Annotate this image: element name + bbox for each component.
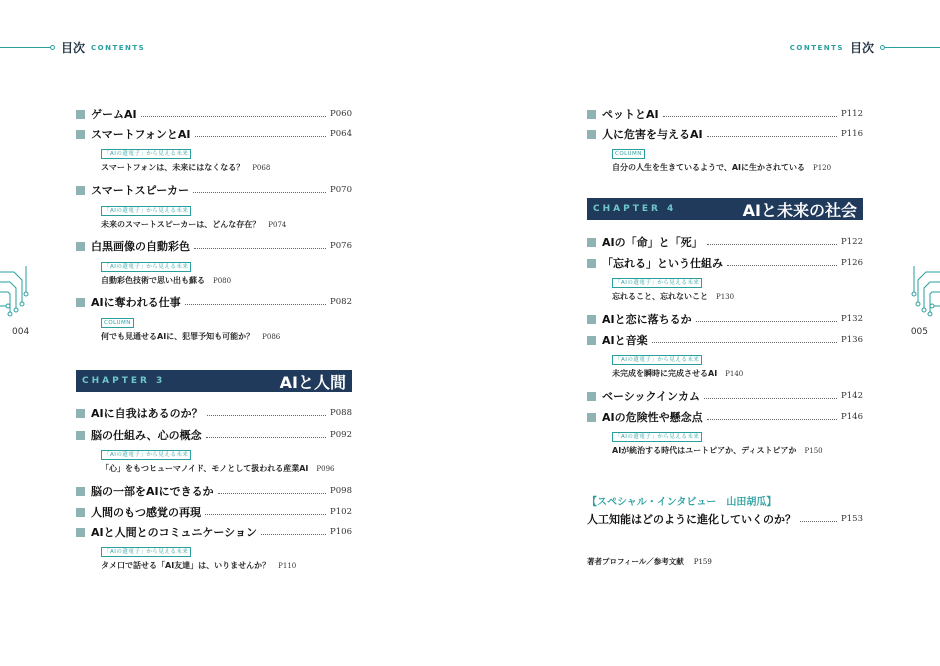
toc-entry[interactable] (76, 428, 352, 442)
entry-title: 脳の仕組み、心の概念 (91, 429, 202, 442)
entry-title: 脳の一部をAIにできるか (91, 485, 214, 498)
entry-page: P098 (330, 486, 352, 496)
toc-entry[interactable] (587, 333, 863, 347)
chapter-label: CHAPTER 4 (593, 204, 677, 214)
leader-dots (141, 116, 326, 117)
page-number-left: 004 (12, 327, 30, 337)
future-tag: 「AIの遺電子」から見える未来 (101, 149, 191, 159)
entry-page: P116 (841, 129, 863, 139)
sub-entry-page: P080 (213, 277, 232, 285)
entry-title: 「忘れる」という仕組み (602, 257, 723, 270)
toc-entry[interactable] (76, 239, 352, 253)
sub-entry-page: P120 (813, 164, 832, 172)
sub-entry-title: スマートフォンは、未来にはなくなる？ (101, 163, 245, 172)
sub-entry-title: 何でも見通せるAIに、犯罪予知も可能か？ (101, 332, 255, 341)
special-interview-heading: 【スペシャル・インタビュー 山田胡瓜】 (587, 497, 777, 508)
chapter-title: AIと未来の社会 (742, 200, 857, 220)
leader-dots (707, 419, 837, 420)
future-tag: 「AIの遺電子」から見える未来 (101, 450, 191, 460)
bullet-square (587, 315, 596, 324)
entry-page: P136 (841, 335, 863, 345)
sub-entry-title: タメ口で話せる「AI友達」は、いりませんか？ (101, 561, 271, 570)
header-title-ja: 目次 (849, 41, 874, 55)
header-title-ja: 目次 (61, 41, 86, 55)
leader-dots (194, 248, 326, 249)
toc-entry[interactable] (76, 183, 352, 197)
leader-dots (195, 136, 327, 137)
bullet-square (76, 409, 85, 418)
sub-entry[interactable] (101, 162, 270, 173)
entry-title: 人間のもつ感覚の再現 (91, 506, 201, 519)
entry-page: P060 (330, 109, 352, 119)
bullet-square (76, 242, 85, 251)
bullet-square (587, 259, 596, 268)
entry-page: P142 (841, 391, 863, 401)
future-tag: 「AIの遺電子」から見える未来 (612, 432, 702, 442)
header-dot (50, 45, 55, 50)
sub-entry-page: P068 (252, 164, 271, 172)
leader-dots (800, 521, 837, 522)
entry-page: P092 (330, 430, 352, 440)
bullet-square (587, 336, 596, 345)
bullet-square (76, 130, 85, 139)
chapter-banner[interactable] (76, 370, 352, 392)
leader-dots (218, 493, 326, 494)
entry-page: P088 (330, 408, 352, 418)
entry-title: ペットとAI (602, 108, 659, 121)
entry-page: P070 (330, 185, 352, 195)
bullet-square (76, 186, 85, 195)
sub-entry-title: 自分の人生を生きているようで、AIに生かされている (612, 163, 806, 172)
toc-entry[interactable] (76, 484, 352, 498)
header-title-en: CONTENTS (789, 43, 844, 52)
interview-page: P153 (841, 514, 863, 524)
sub-entry[interactable] (612, 368, 743, 379)
leader-dots (206, 437, 326, 438)
sub-entry[interactable] (612, 445, 823, 456)
entry-title: AIの危険性や懸念点 (602, 411, 703, 424)
bullet-square (76, 110, 85, 119)
entry-title: AIと人間とのコミュニケーション (91, 526, 257, 539)
future-tag: 「AIの遺電子」から見える未来 (101, 206, 191, 216)
sub-entry[interactable] (101, 463, 334, 474)
sub-entry-title: 「心」をもつヒューマノイド、モノとして扱われる産業AI (101, 464, 309, 473)
chapter-banner[interactable] (587, 198, 863, 220)
toc-entry[interactable] (76, 107, 352, 121)
interview-entry[interactable] (587, 512, 863, 526)
sub-entry-title: 未完成を瞬時に完成させるAI (612, 369, 718, 378)
future-tag: 「AIの遺電子」から見える未来 (101, 262, 191, 272)
column-tag: COLUMN (101, 318, 134, 328)
entry-page: P076 (330, 241, 352, 251)
profile-title: 著者プロフィール／参考文献 (587, 557, 684, 566)
entry-title: ゲームAI (91, 108, 137, 121)
header-rule (0, 47, 50, 48)
bullet-square (587, 130, 596, 139)
toc-entry[interactable] (76, 525, 352, 539)
leader-dots (707, 244, 837, 245)
sub-entry[interactable] (101, 275, 231, 286)
entry-title: AIの「命」と「死」 (602, 236, 703, 249)
sub-entry-title: 自動彩色技術で思い出も蘇る (101, 276, 205, 285)
entry-title: 白黒画像の自動彩色 (91, 240, 190, 253)
bullet-square (76, 508, 85, 517)
chapter-title: AIと人間 (279, 372, 346, 392)
toc-entry[interactable] (76, 505, 352, 519)
leader-dots (207, 415, 326, 416)
entry-page: P132 (841, 314, 863, 324)
sub-entry-page: P086 (262, 333, 281, 341)
bullet-square (76, 528, 85, 537)
sub-entry[interactable] (612, 291, 734, 302)
sub-entry[interactable] (101, 331, 280, 342)
entry-page: P112 (841, 109, 863, 119)
leader-dots (193, 192, 326, 193)
entry-title: AIに自我はあるのか？ (91, 407, 203, 420)
toc-entry[interactable] (587, 107, 863, 121)
toc-entry[interactable] (587, 127, 863, 141)
bullet-square (587, 238, 596, 247)
toc-entry[interactable] (76, 127, 352, 141)
sub-entry[interactable] (101, 219, 286, 230)
leader-dots (205, 514, 326, 515)
sub-entry-page: P096 (316, 465, 335, 473)
leader-dots (696, 321, 837, 322)
sub-entry-page: P130 (716, 293, 735, 301)
header-title-en: CONTENTS (91, 43, 146, 52)
leader-dots (704, 398, 837, 399)
bullet-square (587, 392, 596, 401)
entry-title: スマートフォンとAI (91, 128, 191, 141)
future-tag: 「AIの遺電子」から見える未来 (101, 547, 191, 557)
profile-entry[interactable] (587, 556, 712, 567)
entry-title: 人に危害を与えるAI (602, 128, 703, 141)
bullet-square (76, 487, 85, 496)
sub-entry-page: P110 (278, 562, 297, 570)
toc-entry[interactable] (587, 256, 863, 270)
chapter-label: CHAPTER 3 (82, 376, 166, 386)
sub-entry-page: P140 (725, 370, 744, 378)
entry-title: AIに奪われる仕事 (91, 296, 181, 309)
entry-page: P106 (330, 527, 352, 537)
sub-entry-title: 忘れること、忘れないこと (612, 292, 708, 301)
leader-dots (261, 534, 326, 535)
sub-entry-title: AIが統治する時代はユートピアか、ディストピアか (612, 446, 797, 455)
entry-title: AIと音楽 (602, 334, 648, 347)
toc-entry[interactable] (587, 410, 863, 424)
sub-entry[interactable] (612, 162, 831, 173)
bullet-square (76, 298, 85, 307)
entry-page: P122 (841, 237, 863, 247)
toc-entry[interactable] (76, 406, 352, 420)
leader-dots (663, 116, 837, 117)
header-left (0, 39, 145, 56)
circuit-decoration-right (900, 262, 940, 318)
sub-entry-title: 未来のスマートスピーカーは、どんな存在？ (101, 220, 261, 229)
future-tag: 「AIの遺電子」から見える未来 (612, 355, 702, 365)
sub-entry-page: P150 (804, 447, 823, 455)
entry-page: P126 (841, 258, 863, 268)
page-number-right: 005 (910, 327, 928, 337)
toc-entry[interactable] (76, 295, 352, 309)
bullet-square (587, 413, 596, 422)
toc-entry[interactable] (587, 312, 863, 326)
column-tag: COLUMN (612, 149, 645, 159)
entry-title: ベーシックインカム (602, 390, 701, 403)
entry-page: P102 (330, 507, 352, 517)
interview-title: 人工知能はどのように進化していくのか？ (587, 513, 796, 526)
header-rule (885, 47, 940, 48)
profile-page: P159 (693, 558, 712, 566)
leader-dots (727, 265, 837, 266)
leader-dots (185, 304, 326, 305)
entry-title: スマートスピーカー (91, 184, 190, 197)
toc-entry[interactable] (587, 235, 863, 249)
entry-page: P146 (841, 412, 863, 422)
circuit-decoration-left (0, 262, 40, 318)
header-right (790, 39, 940, 56)
entry-page: P064 (330, 129, 352, 139)
sub-entry[interactable] (101, 560, 296, 571)
toc-entry[interactable] (587, 389, 863, 403)
bullet-square (76, 431, 85, 440)
leader-dots (707, 136, 837, 137)
future-tag: 「AIの遺電子」から見える未来 (612, 278, 702, 288)
sub-entry-page: P074 (268, 221, 287, 229)
entry-title: AIと恋に落ちるか (602, 313, 692, 326)
bullet-square (587, 110, 596, 119)
entry-page: P082 (330, 297, 352, 307)
leader-dots (652, 342, 837, 343)
